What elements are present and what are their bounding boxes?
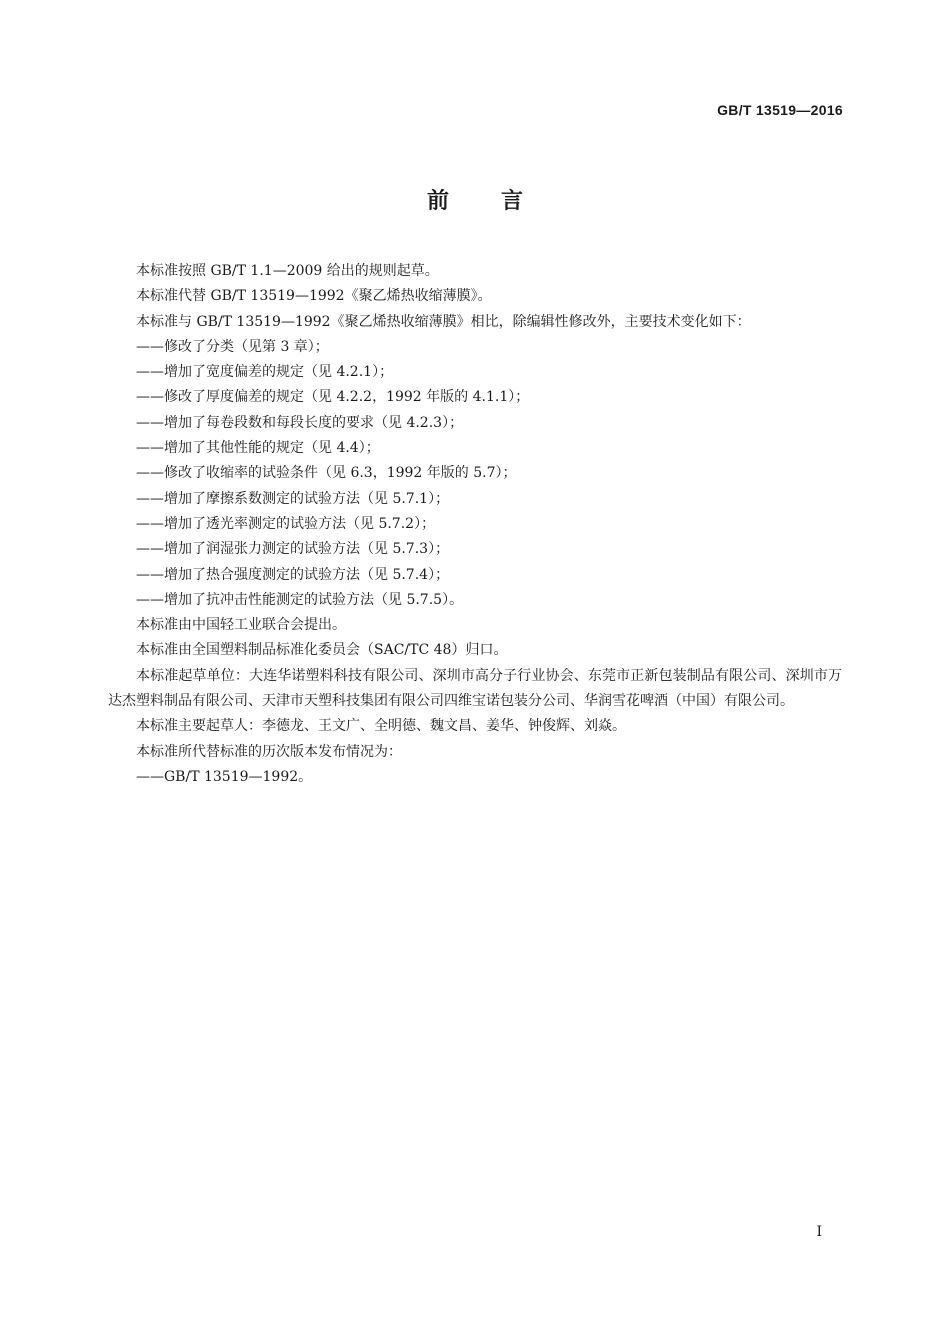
previous-edition-item: ——GB/T 13519—1992。 <box>136 768 313 785</box>
paragraph-proposed-by: 本标准由中国轻工业联合会提出。 <box>136 617 346 634</box>
change-item: ——增加了摩擦系数测定的试验方法（见 5.7.1）； <box>136 490 450 507</box>
change-item: ——增加了润湿张力测定的试验方法（见 5.7.3）； <box>136 541 450 558</box>
change-item: ——修改了分类（见第 3 章）； <box>136 338 329 355</box>
paragraph-drafters: 本标准主要起草人：李德龙、王文广、全明德、魏文昌、姜华、钟俊辉、刘焱。 <box>136 718 626 735</box>
paragraph-replaces: 本标准代替 GB/T 13519—1992《聚乙烯热收缩薄膜》。 <box>136 288 492 305</box>
change-item: ——增加了每卷段数和每段长度的要求（见 4.2.3）； <box>136 414 464 431</box>
change-item: ——增加了其他性能的规定（见 4.4）； <box>136 440 380 457</box>
paragraph-changes-intro: 本标准与 GB/T 13519—1992《聚乙烯热收缩薄膜》相比，除编辑性修改外，主要技术变化如下： <box>136 313 751 330</box>
title-char-2: 言 <box>501 189 524 214</box>
paragraph-previous-editions: 本标准所代替标准的历次版本发布情况为： <box>136 743 402 760</box>
title-char-1: 前 <box>426 189 449 214</box>
change-item: ——增加了热合强度测定的试验方法（见 5.7.4）； <box>136 566 450 583</box>
paragraph-administered-by: 本标准由全国塑料制品标准化委员会（SAC/TC 48）归口。 <box>136 642 508 659</box>
change-item: ——增加了抗冲击性能测定的试验方法（见 5.7.5）。 <box>136 591 464 608</box>
change-item: ——修改了厚度偏差的规定（见 4.2.2，1992 年版的 4.1.1）； <box>136 389 530 406</box>
paragraph-drafting-units: 本标准起草单位：大连华诺塑料科技有限公司、深圳市高分子行业协会、东莞市正新包装制品有限公司、深圳市万达杰塑料制品有限公司、天津市天塑科技集团有限公司四维宝诺包装分公司、华润雪花啤酒（中国）有限公司。 <box>108 667 842 710</box>
page-title <box>0 184 950 215</box>
change-item: ——修改了收缩率的试验条件（见 6.3，1992 年版的 5.7）； <box>136 465 517 482</box>
change-item: ——增加了透光率测定的试验方法（见 5.7.2）； <box>136 515 436 532</box>
standard-code: GB/T 13519—2016 <box>717 102 843 118</box>
page-number: I <box>816 1224 822 1240</box>
paragraph-drafting-rules: 本标准按照 GB/T 1.1—2009 给出的规则起草。 <box>136 263 439 279</box>
change-item: ——增加了宽度偏差的规定（见 4.2.1）； <box>136 364 394 381</box>
foreword-body <box>108 259 842 790</box>
